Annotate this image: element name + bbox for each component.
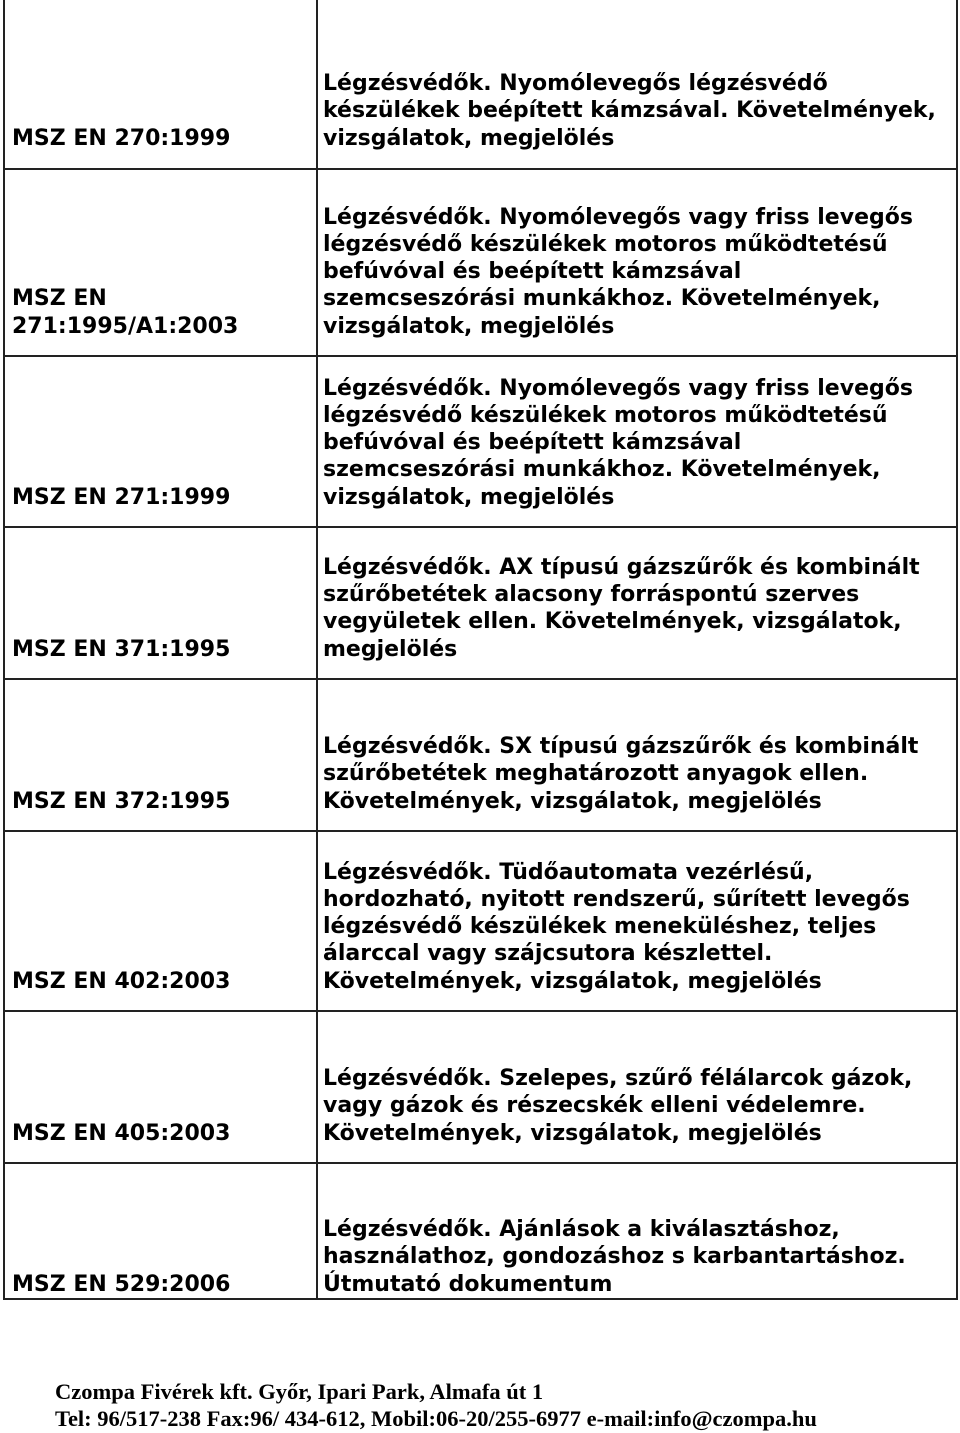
standard-title-line: szemcseszórási munkákhoz. Követelmények, — [323, 286, 881, 312]
standard-title-line: Útmutató dokumentum — [323, 1271, 613, 1297]
standard-title — [318, 1164, 956, 1298]
standard-title-line: hordozható, nyitott rendszerű, sűrített levegős — [323, 886, 910, 912]
standard-title-line: légzésvédő készülékek motoros működtetésű — [323, 231, 888, 257]
standard-title-line: vizsgálatok, megjelölés — [323, 313, 615, 339]
standard-row — [5, 357, 956, 528]
standard-title-line: vagy gázok és részecskék elleni védelemre. — [323, 1093, 866, 1119]
standard-code-line: MSZ EN 270:1999 — [12, 125, 231, 151]
standard-code-line: 271:1995/A1:2003 — [12, 313, 239, 339]
standard-title-line: Légzésvédők. Ajánlások a kiválasztáshoz, — [323, 1217, 840, 1243]
standard-row — [5, 170, 956, 357]
standard-title-line: Légzésvédők. Tüdőautomata vezérlésű, — [323, 859, 814, 885]
standard-code — [5, 0, 318, 168]
standard-title-line: vizsgálatok, megjelölés — [323, 484, 615, 510]
standard-row — [5, 1164, 956, 1300]
standard-title-line: Légzésvédők. SX típusú gázszűrők és kombinált — [323, 734, 919, 760]
standard-title-line: Légzésvédők. Szelepes, szűrő félálarcok gázok, — [323, 1066, 913, 1092]
standard-title — [318, 357, 956, 526]
footer-address: Czompa Fivérek kft. Győr, Ipari Park, Almafa út 1 — [55, 1379, 544, 1404]
standard-title-line: befúvóval és beépített kámzsával — [323, 430, 742, 456]
standard-row — [5, 832, 956, 1012]
standard-title-line: szűrőbetétek meghatározott anyagok ellen. — [323, 761, 869, 787]
standard-title-line: Légzésvédők. AX típusú gázszűrők és kombinált — [323, 554, 920, 580]
standard-title-line: szűrőbetétek alacsony forráspontú szerves — [323, 582, 860, 608]
standard-row — [5, 0, 956, 170]
standard-title-line: Légzésvédők. Nyomólevegős vagy friss levegős — [323, 375, 913, 401]
standard-title-line: Légzésvédők. Nyomólevegős vagy friss levegős — [323, 204, 913, 230]
standard-code — [5, 1164, 318, 1298]
standard-title-line: Légzésvédők. Nyomólevegős légzésvédő — [323, 71, 828, 97]
standard-code — [5, 528, 318, 678]
standard-row — [5, 680, 956, 832]
standard-title — [318, 832, 956, 1010]
standard-code-line: MSZ EN 271:1999 — [12, 484, 231, 510]
footer-contact: Tel: 96/517-238 Fax:96/ 434-612, Mobil:06-20/255-6977 e-mail:info@czompa.hu — [55, 1405, 817, 1431]
standard-code — [5, 357, 318, 526]
standard-title-line: Követelmények, vizsgálatok, megjelölés — [323, 968, 822, 994]
standard-title — [318, 528, 956, 678]
standard-title-line: használathoz, gondozáshoz s karbantartáshoz. — [323, 1244, 906, 1270]
standard-title — [318, 0, 956, 168]
standard-title-line: megjelölés — [323, 636, 458, 662]
standard-title — [318, 170, 956, 355]
standard-code-line: MSZ EN 405:2003 — [12, 1120, 231, 1146]
standard-title-line: vegyületek ellen. Követelmények, vizsgálatok, — [323, 609, 902, 635]
standard-code — [5, 832, 318, 1010]
standard-code — [5, 680, 318, 830]
standard-title-line: légzésvédő készülékek motoros működtetésű — [323, 402, 888, 428]
standard-row — [5, 528, 956, 680]
standard-title — [318, 1012, 956, 1162]
standards-table — [3, 0, 958, 1300]
standard-title-line: álarccal vagy szájcsutora készlettel. — [323, 941, 773, 967]
standard-code-line: MSZ EN 371:1995 — [12, 636, 231, 662]
standard-title-line: készülékek beépített kámzsával. Követelmények, — [323, 98, 936, 124]
standard-title-line: szemcseszórási munkákhoz. Követelmények, — [323, 457, 881, 483]
standard-title — [318, 680, 956, 830]
standard-code-line: MSZ EN 529:2006 — [12, 1271, 231, 1297]
standard-title-line: Követelmények, vizsgálatok, megjelölés — [323, 1120, 822, 1146]
standard-title-line: Követelmények, vizsgálatok, megjelölés — [323, 788, 822, 814]
standard-row — [5, 1012, 956, 1164]
standard-code-line: MSZ EN 402:2003 — [12, 968, 231, 994]
standard-title-line: légzésvédő készülékek meneküléshez, teljes — [323, 914, 877, 940]
standard-code-line: MSZ EN — [12, 286, 107, 312]
company-footer — [55, 1379, 817, 1433]
standard-code — [5, 170, 318, 355]
standard-code — [5, 1012, 318, 1162]
standard-title-line: befúvóval és beépített kámzsával — [323, 259, 742, 285]
standard-code-line: MSZ EN 372:1995 — [12, 788, 231, 814]
standard-title-line: vizsgálatok, megjelölés — [323, 125, 615, 151]
